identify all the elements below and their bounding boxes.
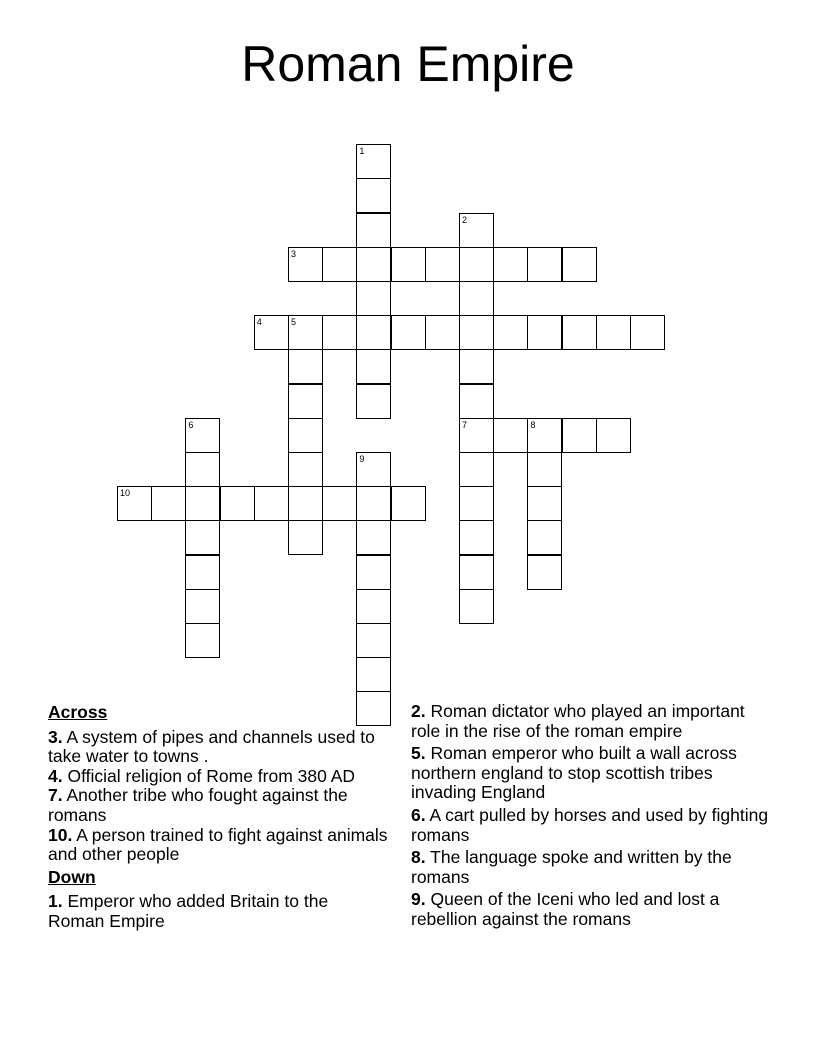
- crossword-cell[interactable]: [288, 349, 323, 384]
- clue-text: Emperor who added Britain to the Roman Empire: [48, 891, 329, 931]
- crossword-cell[interactable]: [562, 418, 597, 453]
- crossword-cell[interactable]: [185, 623, 220, 658]
- down-clue: [411, 848, 771, 887]
- down-heading: Down: [48, 866, 96, 887]
- crossword-cell[interactable]: [391, 486, 426, 521]
- clue-number: 9: [359, 454, 365, 464]
- crossword-cell[interactable]: [459, 520, 494, 555]
- crossword-cell[interactable]: [459, 589, 494, 624]
- crossword-cell[interactable]: [527, 418, 562, 453]
- crossword-cell[interactable]: [254, 315, 289, 350]
- crossword-cell[interactable]: [527, 452, 562, 487]
- crossword-cell[interactable]: [459, 281, 494, 316]
- across-clue: [48, 728, 388, 767]
- clue-number-label: 7.: [48, 785, 63, 806]
- clue-text: A person trained to fight against animals and other people: [48, 824, 388, 865]
- crossword-cell[interactable]: [459, 349, 494, 384]
- clue-text: A system of pipes and channels used to take water to towns .: [48, 726, 375, 767]
- clue-number-label: 9.: [411, 889, 426, 910]
- crossword-cell[interactable]: [288, 452, 323, 487]
- crossword-cell[interactable]: [356, 555, 391, 590]
- crossword-cell[interactable]: [596, 418, 631, 453]
- clue-number-label: 6.: [411, 804, 426, 825]
- crossword-cell[interactable]: [322, 315, 357, 350]
- crossword-cell[interactable]: [356, 520, 391, 555]
- crossword-cell[interactable]: [493, 418, 528, 453]
- crossword-cell[interactable]: [288, 520, 323, 555]
- clue-number-label: 4.: [48, 765, 63, 786]
- down-clue: [411, 744, 771, 803]
- crossword-cell[interactable]: [185, 520, 220, 555]
- crossword-cell[interactable]: [117, 486, 152, 521]
- crossword-cell[interactable]: [151, 486, 186, 521]
- crossword-cell[interactable]: [356, 623, 391, 658]
- crossword-cell[interactable]: [288, 384, 323, 419]
- down-clue-list-continued: [411, 702, 771, 930]
- crossword-cell[interactable]: [459, 213, 494, 248]
- crossword-cell[interactable]: [356, 486, 391, 521]
- crossword-cell[interactable]: [527, 486, 562, 521]
- crossword-cell[interactable]: [288, 315, 323, 350]
- crossword-cell[interactable]: [356, 178, 391, 213]
- crossword-cell[interactable]: [356, 315, 391, 350]
- clue-number: 8: [530, 419, 536, 430]
- crossword-cell[interactable]: [185, 486, 220, 521]
- across-clue: [48, 826, 388, 865]
- crossword-cell[interactable]: [562, 315, 597, 350]
- crossword-cell[interactable]: [220, 486, 255, 521]
- clue-number: 1: [359, 146, 365, 157]
- crossword-cell[interactable]: [185, 452, 220, 487]
- crossword-cell[interactable]: [356, 281, 391, 316]
- crossword-cell[interactable]: [356, 247, 391, 282]
- crossword-cell[interactable]: [596, 315, 631, 350]
- crossword-cell[interactable]: [459, 452, 494, 487]
- puzzle-title: Roman Empire: [241, 36, 575, 92]
- clue-number: 10: [120, 488, 131, 499]
- clue-number-label: 10.: [48, 824, 73, 845]
- clue-text: A cart pulled by horses and used by fighting romans: [411, 804, 769, 845]
- across-heading: Across: [48, 702, 108, 722]
- clue-number-label: 3.: [48, 726, 63, 747]
- crossword-cell[interactable]: [254, 486, 289, 521]
- crossword-cell[interactable]: [356, 589, 391, 624]
- clue-text: Roman dictator who played an important role in the rise of the roman empire: [411, 701, 745, 741]
- across-clue: [48, 767, 388, 787]
- crossword-cell[interactable]: [322, 247, 357, 282]
- clue-number-label: 8.: [411, 847, 426, 868]
- crossword-cell[interactable]: [459, 247, 494, 282]
- crossword-cell[interactable]: [356, 349, 391, 384]
- crossword-cell[interactable]: [459, 315, 494, 350]
- crossword-cell[interactable]: [288, 486, 323, 521]
- crossword-cell[interactable]: [425, 315, 460, 350]
- clue-number: 5: [291, 317, 297, 328]
- crossword-cell[interactable]: [527, 247, 562, 282]
- crossword-cell[interactable]: [185, 555, 220, 590]
- clue-text: Roman emperor who built a wall across northern england to stop scottish tribes invading England: [411, 743, 737, 803]
- crossword-cell[interactable]: [288, 247, 323, 282]
- clue-text: The language spoke and written by the romans: [411, 847, 732, 887]
- down-clue-list: [48, 892, 388, 931]
- crossword-cell[interactable]: [562, 247, 597, 282]
- crossword-cell[interactable]: [527, 315, 562, 350]
- crossword-cell[interactable]: [356, 213, 391, 248]
- crossword-cell[interactable]: [391, 315, 426, 350]
- crossword-cell[interactable]: [356, 384, 391, 419]
- crossword-cell[interactable]: [459, 418, 494, 453]
- crossword-cell[interactable]: [527, 520, 562, 555]
- across-clue-list: [48, 728, 388, 865]
- clue-text: Queen of the Iceni who led and lost a rebellion against the romans: [411, 889, 720, 929]
- clue-number-label: 5.: [411, 743, 426, 764]
- clue-number: 7: [462, 419, 468, 430]
- down-clue: [48, 892, 388, 931]
- clues-right-column: [411, 702, 771, 933]
- crossword-cell[interactable]: [356, 452, 391, 487]
- crossword-cell[interactable]: [356, 657, 391, 692]
- crossword-cell[interactable]: [527, 555, 562, 590]
- crossword-cell[interactable]: [459, 486, 494, 521]
- down-clue: [411, 806, 771, 845]
- down-clue: [411, 890, 771, 929]
- crossword-cell[interactable]: [185, 589, 220, 624]
- clue-number: 6: [188, 419, 194, 430]
- crossword-cell[interactable]: [322, 486, 357, 521]
- crossword-cell[interactable]: [391, 247, 426, 282]
- crossword-cell[interactable]: [356, 144, 391, 179]
- clue-text: Another tribe who fought against the romans: [48, 785, 348, 825]
- clue-number: 3: [291, 248, 297, 259]
- clue-number: 2: [462, 214, 468, 225]
- crossword-cell[interactable]: [459, 555, 494, 590]
- crossword-cell[interactable]: [493, 315, 528, 350]
- clues-left-column: [48, 702, 388, 932]
- crossword-cell[interactable]: [425, 247, 460, 282]
- clue-number-label: 2.: [411, 701, 426, 721]
- crossword-cell[interactable]: [288, 418, 323, 453]
- down-clue: [411, 702, 771, 741]
- crossword-cell[interactable]: [493, 247, 528, 282]
- clue-text: Official religion of Rome from 380 AD: [62, 765, 356, 786]
- clue-number: 4: [256, 317, 262, 328]
- across-clue: [48, 786, 388, 825]
- crossword-cell[interactable]: [630, 315, 665, 350]
- crossword-cell[interactable]: [185, 418, 220, 453]
- clue-number-label: 1.: [48, 891, 63, 912]
- crossword-cell[interactable]: [459, 384, 494, 419]
